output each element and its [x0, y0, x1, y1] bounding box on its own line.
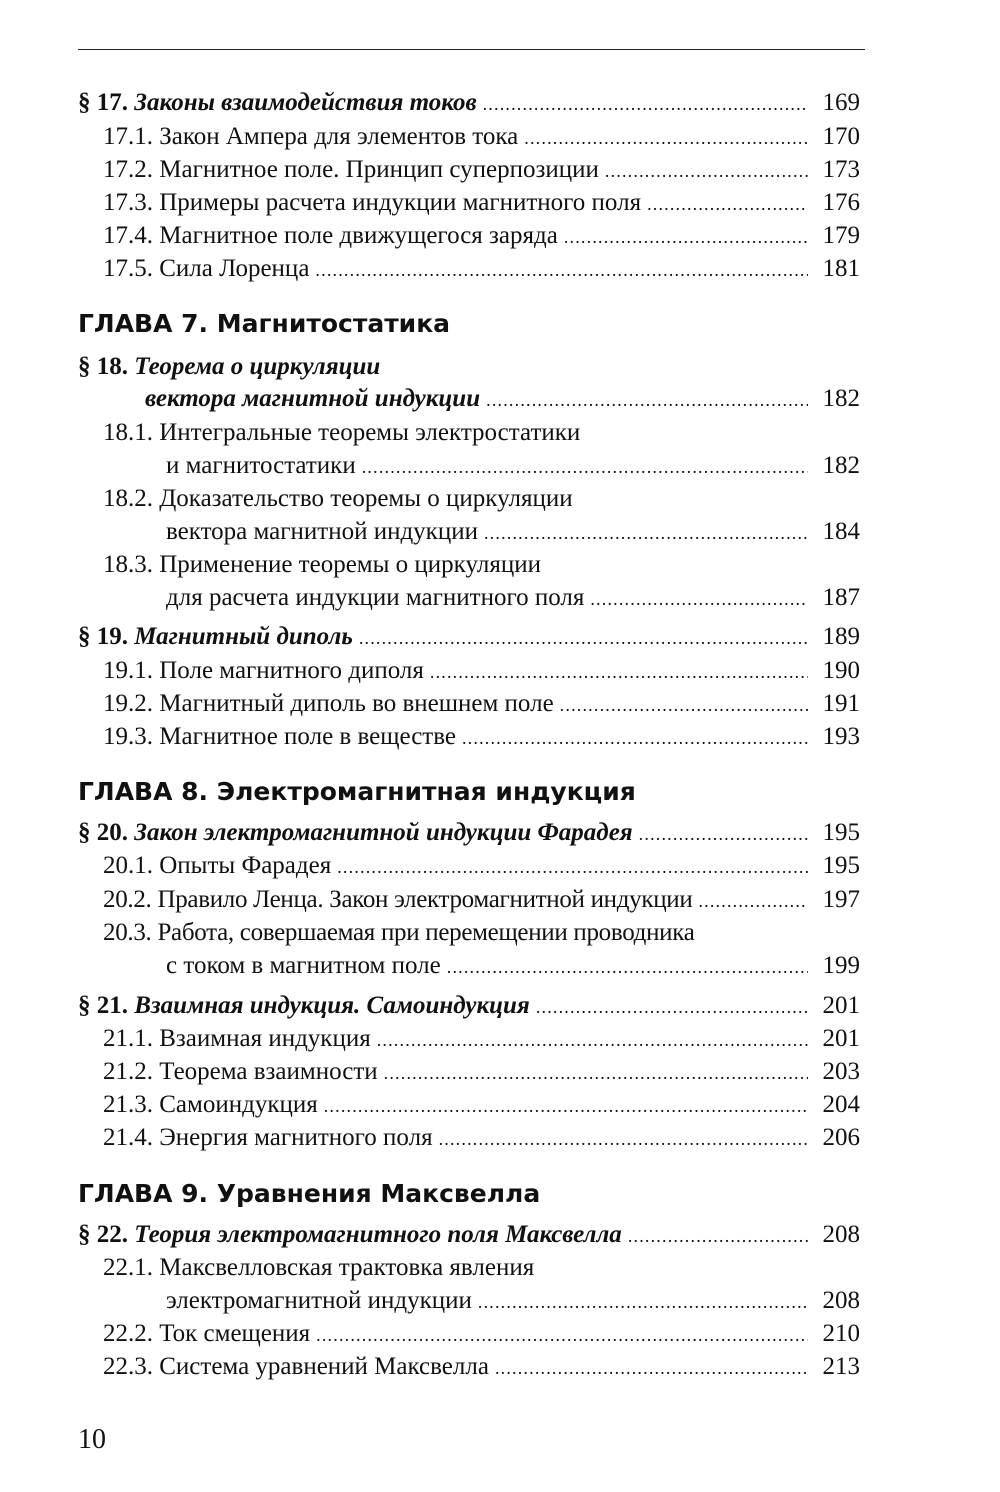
page-ref: 189	[822, 623, 860, 650]
page-ref: 184	[822, 518, 860, 545]
page-ref: 210	[822, 1320, 860, 1347]
toc-section-21	[0, 989, 860, 1023]
toc-subsection-20-2	[0, 883, 860, 917]
toc-subsection-17-1	[0, 120, 860, 154]
leader-dots	[484, 516, 808, 550]
subsection-text: для расчета индукции магнитного поля	[166, 584, 585, 611]
section-title-continued: вектора магнитной индукции	[145, 385, 481, 412]
subsection-text: 17.1. Закон Ампера для элементов тока	[103, 123, 519, 150]
subsection-text: 21.1. Взаимная индукция	[103, 1025, 371, 1052]
page-ref: 203	[822, 1058, 860, 1085]
toc-subsection-19-2	[0, 687, 860, 721]
leader-dots	[324, 1089, 808, 1123]
toc-subsection-22-2	[0, 1317, 860, 1351]
page-ref: 197	[822, 886, 860, 913]
toc-section-20	[0, 816, 860, 850]
chapter-heading-9: ГЛАВА 9. Уравнения Максвелла	[78, 1179, 541, 1208]
subsection-text: 19.2. Магнитный диполь во внешнем поле	[103, 690, 554, 717]
leader-dots	[430, 655, 808, 689]
page-ref: 199	[822, 952, 860, 979]
section-number: § 22.	[78, 1221, 128, 1248]
subsection-text: 17.2. Магнитное поле. Принцип суперпозиции	[103, 156, 599, 183]
page-ref: 190	[822, 657, 860, 684]
subsection-text: 20.2. Правило Ленца. Закон электромагнитной индукции	[103, 886, 693, 913]
page-ref: 191	[822, 690, 860, 717]
subsection-text: и магнитостатики	[166, 452, 356, 479]
leader-dots	[628, 1219, 808, 1253]
page-ref: 176	[822, 189, 860, 216]
leader-dots	[447, 950, 808, 984]
leader-dots	[316, 1318, 808, 1352]
page-ref: 182	[822, 452, 860, 479]
toc-subsection-18-2-line1: 18.2. Доказательство теоремы о циркуляции	[103, 485, 573, 512]
leader-dots	[639, 817, 808, 851]
page-number: 10	[78, 1424, 106, 1455]
toc-subsection-18-1-line2	[0, 449, 860, 483]
toc-section-18-line1	[78, 350, 380, 384]
leader-dots	[560, 688, 808, 722]
page-ref: 206	[822, 1124, 860, 1151]
toc-subsection-21-2	[0, 1055, 860, 1089]
toc-subsection-19-1	[0, 654, 860, 688]
page-ref: 195	[822, 819, 860, 846]
leader-dots	[524, 121, 808, 155]
section-number: § 21.	[78, 992, 128, 1019]
chapter-heading-7: ГЛАВА 7. Магнитостатика	[78, 309, 451, 338]
subsection-text: 22.2. Ток смещения	[103, 1320, 311, 1347]
subsection-text: 17.4. Магнитное поле движущегося заряда	[103, 222, 558, 249]
toc-subsection-20-3-line2	[0, 949, 860, 983]
subsection-text: 17.5. Сила Лоренца	[103, 255, 310, 282]
page-ref: 213	[822, 1353, 860, 1380]
page-ref: 208	[822, 1287, 860, 1314]
section-title: Магнитный диполь	[134, 623, 353, 650]
subsection-text: 21.2. Теорема взаимности	[103, 1058, 378, 1085]
toc-section-18-line2	[0, 382, 860, 416]
leader-dots	[384, 1056, 808, 1090]
toc-subsection-17-3	[0, 186, 860, 220]
toc-subsection-21-3	[0, 1088, 860, 1122]
page-ref: 179	[822, 222, 860, 249]
section-number: § 17.	[78, 89, 128, 116]
leader-dots	[337, 850, 808, 884]
page-ref: 170	[822, 123, 860, 150]
toc-subsection-19-3	[0, 720, 860, 754]
subsection-text: 19.1. Поле магнитного диполя	[103, 657, 424, 684]
page-ref: 193	[822, 723, 860, 750]
subsection-text: 21.4. Энергия магнитного поля	[103, 1124, 433, 1151]
leader-dots	[495, 1351, 808, 1385]
leader-dots	[315, 253, 808, 287]
subsection-text: 21.3. Самоиндукция	[103, 1091, 318, 1118]
page-ref: 195	[822, 852, 860, 879]
leader-dots	[698, 884, 808, 918]
section-title: Закон электромагнитной индукции Фарадея	[134, 819, 633, 846]
subsection-text: 19.3. Магнитное поле в веществе	[103, 723, 456, 750]
leader-dots	[377, 1023, 808, 1057]
page-ref: 201	[822, 1025, 860, 1052]
section-title: Взаимная индукция. Самоиндукция	[134, 992, 530, 1019]
leader-dots	[590, 582, 808, 616]
subsection-text: 20.1. Опыты Фарадея	[103, 852, 332, 879]
toc-subsection-20-1	[0, 849, 860, 883]
toc-subsection-22-3	[0, 1350, 860, 1384]
leader-dots	[359, 621, 808, 655]
leader-dots	[605, 154, 808, 188]
chapter-heading-8: ГЛАВА 8. Электромагнитная индукция	[78, 777, 636, 806]
toc-section-17	[0, 86, 860, 120]
toc-subsection-18-1-line1: 18.1. Интегральные теоремы электростатики	[103, 419, 581, 446]
page-ref: 182	[822, 385, 860, 412]
section-title: Теорема о циркуляции	[134, 353, 381, 380]
section-number: § 19.	[78, 623, 128, 650]
page-ref: 181	[822, 255, 860, 282]
leader-dots	[478, 1285, 808, 1319]
top-rule	[78, 49, 865, 50]
toc-subsection-18-2-line2	[0, 515, 860, 549]
subsection-text: с током в магнитном поле	[166, 952, 441, 979]
section-title: Законы взаимодействия токов	[134, 89, 477, 116]
toc-subsection-17-4	[0, 219, 860, 253]
toc-section-19	[0, 620, 860, 654]
subsection-text: 22.3. Система уравнений Максвелла	[103, 1353, 489, 1380]
leader-dots	[486, 383, 808, 417]
section-number: § 18.	[78, 353, 128, 380]
toc-subsection-17-5	[0, 252, 860, 286]
page-ref: 187	[822, 584, 860, 611]
toc-subsection-20-3-line1: 20.3. Работа, совершаемая при перемещении проводника	[103, 919, 695, 946]
toc-subsection-18-3-line1: 18.3. Применение теоремы о циркуляции	[103, 551, 541, 578]
leader-dots	[483, 87, 808, 121]
leader-dots	[564, 220, 808, 254]
page-ref: 201	[822, 992, 860, 1019]
page-ref: 169	[822, 89, 860, 116]
toc-subsection-18-3-line2	[0, 581, 860, 615]
leader-dots	[462, 721, 808, 755]
section-title: Теория электромагнитного поля Максвелла	[134, 1221, 622, 1248]
toc-subsection-21-4	[0, 1121, 860, 1155]
leader-dots	[536, 990, 808, 1024]
section-number: § 20.	[78, 819, 128, 846]
leader-dots	[647, 187, 808, 221]
subsection-text: 17.3. Примеры расчета индукции магнитного поля	[103, 189, 642, 216]
leader-dots	[439, 1122, 808, 1156]
leader-dots	[362, 450, 808, 484]
subsection-text: электромагнитной индукции	[166, 1287, 472, 1314]
toc-subsection-22-1-line1: 22.1. Максвелловская трактовка явления	[103, 1254, 535, 1281]
toc-subsection-17-2	[0, 153, 860, 187]
toc-subsection-22-1-line2	[0, 1284, 860, 1318]
subsection-text: вектора магнитной индукции	[166, 518, 478, 545]
page-ref: 173	[822, 156, 860, 183]
page-ref: 208	[822, 1221, 860, 1248]
toc-subsection-21-1	[0, 1022, 860, 1056]
page-ref: 204	[822, 1091, 860, 1118]
toc-section-22	[0, 1218, 860, 1252]
